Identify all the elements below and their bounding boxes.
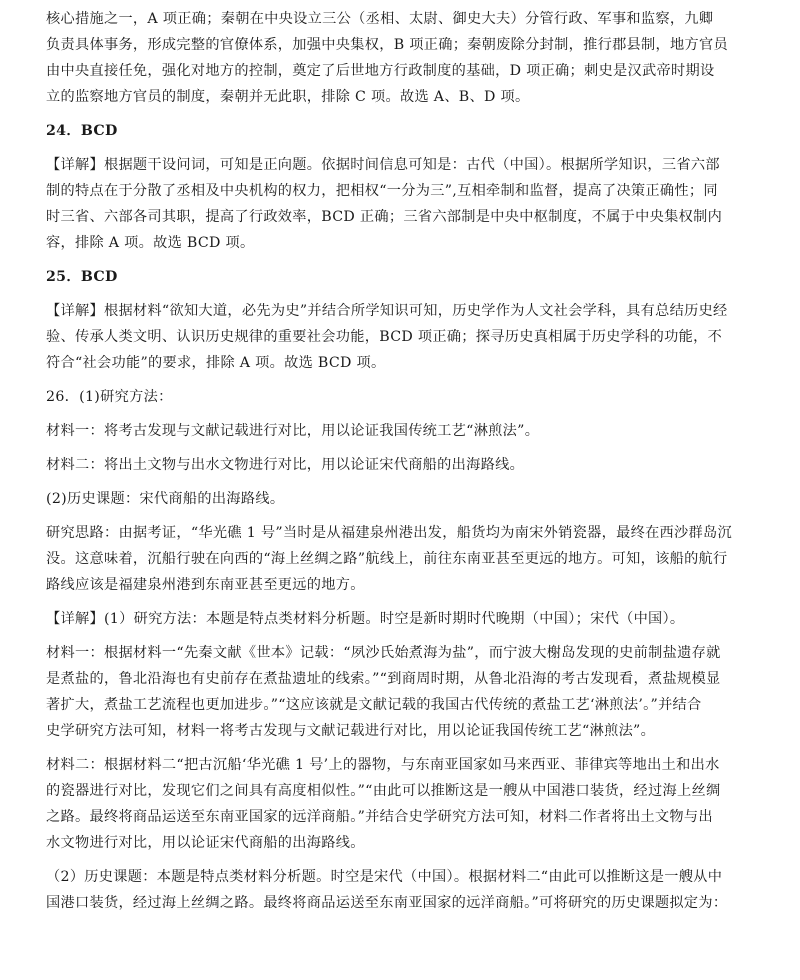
text-line: 由中央直接任免，强化对地方的控制，奠定了后世地方行政制度的基础，D 项正确；刺史是汉武帝时期设	[46, 63, 715, 79]
text-line: 负责具体事务，形成完整的官僚体系，加强中央集权，B 项正确；秦朝废除分封制，推行郡县制，地方官员	[46, 37, 728, 53]
text-line: 史学研究方法可知，材料一将考古发现与文献记载进行对比，用以论证我国传统工艺“淋煎法”。	[46, 723, 656, 739]
text-line: 核心措施之一，A 项正确；秦朝在中央设立三公（丞相、太尉、御史大夫）分管行政、军事和监察，九卿	[46, 11, 714, 27]
text-line: 符合“社会功能”的要求，排除 A 项。故选 BCD 项。	[46, 355, 386, 371]
text-line: 材料一：将考古发现与文献记载进行对比，用以论证我国传统工艺“淋煎法”。	[46, 423, 540, 439]
document-page	[46, 6, 766, 916]
text-line: 验、传承人类文明、认识历史规律的重要社会功能，BCD 项正确；探寻历史真相属于历史学科的功能，不	[46, 329, 723, 345]
text-line: 26．(1)研究方法：	[46, 389, 173, 405]
text-line: 【详解】(1）研究方法：本题是特点类材料分析题。时空是新时期时代晚期（中国）；宋代（中国）。	[46, 611, 685, 627]
text-line: 材料二：根据材料二“把古沉船‘华光礁 1 号’上的器物，与东南亚国家如马来西亚、菲律宾等地出土和出水	[46, 757, 720, 773]
answer-key-line: 25．BCD	[46, 269, 118, 285]
text-line: 之路。最终将商品运送至东南亚国家的远洋商船。”并结合史学研究方法可知，材料二作者将出土文物与出	[46, 809, 713, 825]
text-line: 著扩大，煮盐工艺流程也更加进步。”“这应该就是文献记载的我国古代传统的煮盐工艺‘淋煎法’。”并结合	[46, 697, 702, 713]
text-line: 【详解】根据材料“欲知大道，必先为史”并结合所学知识可知，历史学作为人文社会学科，具有总结历史经	[46, 303, 728, 319]
text-line: 时三省、六部各司其职，提高了行政效率，BCD 正确；三省六部制是中央中枢制度，不属于中央集权制内	[46, 209, 723, 225]
text-line: 水文物进行对比，用以论证宋代商船的出海路线。	[46, 835, 365, 851]
text-line: 材料二：将出土文物与出水文物进行对比，用以论证宋代商船的出海路线。	[46, 457, 525, 473]
text-line: （2）历史课题：本题是特点类材料分析题。时空是宋代（中国）。根据材料二“由此可以推断这是一艘从中	[46, 869, 723, 885]
text-line: 研究思路：由据考证，“华光礁 1 号”当时是从福建泉州港出发，船货均为南宋外销瓷器，最终在西沙群岛沉	[46, 525, 732, 541]
text-line: 材料一：根据材料一“先秦文献《世本》记载：“夙沙氏始煮海为盐”，而宁波大榭岛发现的史前制盐遗存就	[46, 645, 721, 661]
text-line: 制的特点在于分散了丞相及中央机构的权力，把相权“一分为三”,互相牵制和监督，提高了决策正确性；同	[46, 183, 718, 199]
text-line: 国港口装货，经过海上丝绸之路。最终将商品运送至东南亚国家的远洋商船。”可将研究的历史课题拟定为：	[46, 895, 728, 911]
text-line: 路线应该是福建泉州港到东南亚甚至更远的地方。	[46, 577, 365, 593]
text-line: 的瓷器进行对比，发现它们之间具有高度相似性。”“由此可以推断这是一艘从中国港口装货，经过海上丝绸	[46, 783, 721, 799]
answer-key-line: 24．BCD	[46, 123, 118, 139]
text-line: 没。这意味着，沉船行驶在向西的“海上丝绸之路”航线上，前往东南亚甚至更远的地方。可知，该船的航行	[46, 551, 728, 567]
text-line: 是煮盐的，鲁北沿海也有史前存在煮盐遗址的线索。”“到商周时期，从鲁北沿海的考古发现看，煮盐规模显	[46, 671, 721, 687]
text-line: 立的监察地方官员的制度，秦朝并无此职，排除 C 项。故选 A、B、D 项。	[46, 89, 530, 105]
text-line: (2)历史课题：宋代商船的出海路线。	[46, 491, 285, 507]
text-line: 【详解】根据题干设问词，可知是正向题。依据时间信息可知是：古代（中国）。根据所学知识，三省六部	[46, 157, 720, 173]
text-line: 容，排除 A 项。故选 BCD 项。	[46, 235, 255, 251]
